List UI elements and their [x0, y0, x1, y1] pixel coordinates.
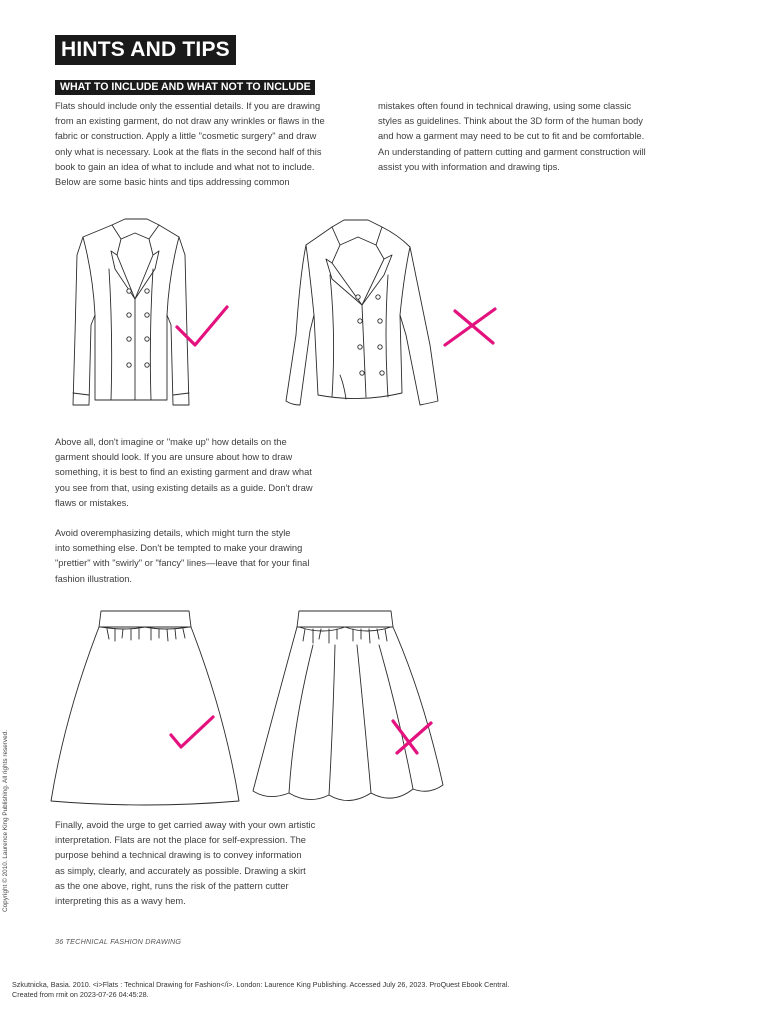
text-line: you see from that, using existing details as a guide. Don't draw: [55, 482, 313, 493]
text-line: book to gain an idea of what to include and what not to include.: [55, 161, 315, 172]
jacket-comparison-figure: [55, 215, 515, 415]
text-line: fashion illustration.: [55, 573, 132, 584]
text-line: interpretation. Flats are not the place for self-expression. The: [55, 835, 306, 846]
skirt-flat-incorrect: [253, 611, 443, 801]
text-line: assist you with information and drawing tips.: [378, 161, 560, 172]
jacket-flat-correct: [73, 219, 189, 405]
text-line: Flats should include only the essential details. If you are drawing: [55, 101, 321, 111]
text-line: into something else. Don't be tempted to make your drawing: [55, 543, 303, 554]
citation: [12, 980, 509, 999]
skirt-comparison-figure: [35, 605, 455, 810]
paragraph: [55, 526, 375, 587]
text-line: something, it is best to find an existing garment and draw what: [55, 467, 312, 478]
text-line: from an existing garment, do not draw any wrinkles or flaws in the: [55, 116, 325, 127]
text-line: "prettier" with "swirly" or "fancy" lines—leave that for your final: [55, 558, 310, 569]
text-line: flaws or mistakes.: [55, 497, 129, 508]
text-line: only what is necessary. Look at the flats in the second half of this: [55, 146, 322, 157]
text-line: Avoid overemphasizing details, which might turn the style: [55, 528, 291, 539]
intro-left-column: [55, 99, 365, 190]
text-line: and how a garment may need to be cut to fit and be comfortable.: [378, 131, 645, 142]
bottom-text: [55, 818, 375, 909]
cross-mark-icon: [445, 309, 495, 345]
text-line: mistakes often found in technical drawing, using some classic: [378, 101, 632, 111]
middle-text: [55, 435, 375, 587]
citation-line: Szkutnicka, Basia. 2010. <i>Flats : Technical Drawing for Fashion</i>. London: Laurence King Publishing. Accessed July 26, 2023. ProQuest Ebook Central.: [12, 980, 510, 989]
page-footer: 36 TECHNICAL FASHION DRAWING: [55, 937, 182, 946]
section-heading: WHAT TO INCLUDE AND WHAT NOT TO INCLUDE: [55, 80, 315, 95]
text-line: as the one above, right, runs the risk of the pattern cutter: [55, 880, 289, 891]
text-line: Above all, don't imagine or "make up" how details on the: [55, 437, 287, 447]
citation-line: Created from rmit on 2023-07-26 04:45:28.: [12, 989, 149, 999]
text-line: Finally, avoid the urge to get carried away with your own artistic: [55, 820, 316, 830]
paragraph: [55, 435, 375, 511]
copyright-notice: Copyright © 2010. Laurence King Publishing. All rights reserved.: [2, 730, 9, 912]
intro-right-column: [378, 99, 698, 175]
text-line: as simply, clearly, and accurately as possible. Drawing a skirt: [55, 865, 306, 876]
skirt-flat-correct: [51, 611, 239, 805]
text-line: purpose behind a technical drawing is to convey information: [55, 850, 302, 861]
text-line: fabric or construction. Apply a little "cosmetic surgery" and draw: [55, 131, 317, 142]
text-line: interpreting this as a wavy hem.: [55, 896, 186, 907]
jacket-flat-incorrect: [286, 220, 438, 405]
page-title: HINTS AND TIPS: [55, 35, 236, 65]
text-line: Below are some basic hints and tips addressing common: [55, 177, 290, 188]
text-line: An understanding of pattern cutting and garment construction will: [378, 146, 646, 157]
text-line: garment should look. If you are unsure about how to draw: [55, 452, 293, 463]
text-line: styles as guidelines. Think about the 3D form of the human body: [378, 116, 643, 127]
